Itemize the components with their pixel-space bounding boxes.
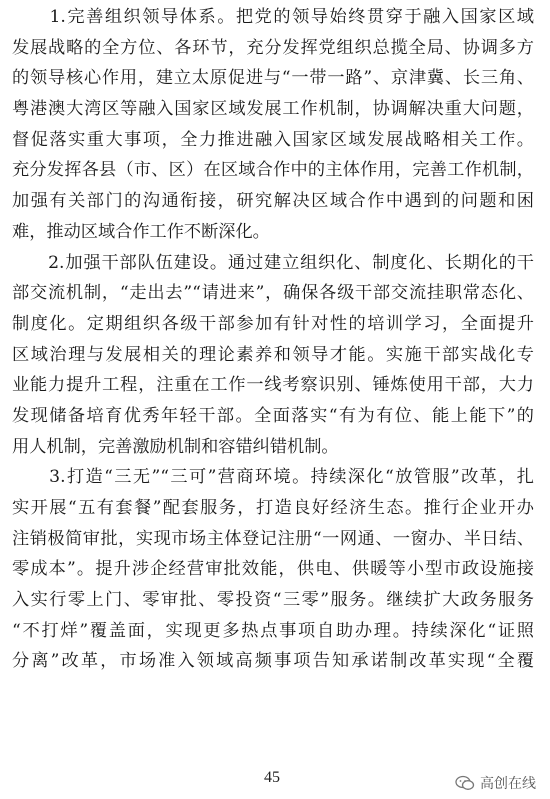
text-line: 1.完善组织领导体系。把党的领导始终贯穿于融入国家区域 — [12, 7, 534, 27]
text-line: 业能力提升工程，注重在工作一线考察识别、锤炼使用干部，大力 — [12, 375, 534, 396]
text-line: 入实行零上门、零审批、零投资“三零”服务。继续扩大政务服务 — [12, 590, 534, 611]
text-line: 制度化。定期组织各级干部参加有针对性的培训学习，全面提升 — [12, 313, 534, 334]
text-line: 部交流机制，“走出去”“请进来”，确保各级干部交流挂职常态化、 — [12, 283, 534, 304]
watermark-text: 高创在线 — [480, 776, 536, 792]
text-line: 充分发挥各县（市、区）在区域合作中的主体作用，完善工作机制， — [12, 160, 534, 181]
text-line: 3.打造“三无”“三可”营商环境。持续深化“放管服”改革，扎 — [12, 467, 534, 488]
text-line: 难，推动区域合作工作不断深化。 — [12, 221, 270, 242]
text-line: 区域治理与发展相关的理论素养和领导才能。实施干部实战化专 — [12, 344, 534, 365]
text-line: 加强有关部门的沟通衔接，研究解决区域合作中遇到的问题和困 — [12, 191, 534, 212]
text-line: 的领导核心作用，建立太原促进与“一带一路”、京津冀、长三角、 — [12, 68, 534, 89]
text-line: 2.加强干部队伍建设。通过建立组织化、制度化、长期化的干 — [12, 252, 534, 273]
text-line: 督促落实重大事项，全力推进融入国家区域发展战略相关工作。 — [12, 129, 534, 150]
text-line: 发现储备培育优秀年轻干部。全面落实“有为有位、能上能下”的 — [12, 405, 534, 426]
page-number: 45 — [264, 769, 280, 786]
text-line: 注销极简审批，实现市场主体登记注册“一网通、一窗办、半日结、 — [12, 528, 534, 549]
text-line: 粤港澳大湾区等融入国家区域发展工作机制，协调解决重大问题， — [12, 99, 534, 120]
text-line: 实开展“五有套餐”配套服务，打造良好经济生态。推行企业开办 — [12, 498, 534, 518]
watermark — [455, 773, 536, 793]
text-line: 零成本”。提升涉企经营审批效能，供电、供暖等小型市政设施接 — [12, 559, 534, 580]
text-line: 分离”改革，市场准入领域高频事项告知承诺制改革实现“全覆 — [12, 651, 534, 672]
text-line: 用人机制，完善激励机制和容错纠错机制。 — [12, 436, 339, 457]
text-line: 发展战略的全方位、各环节，充分发挥党组织总揽全局、协调多方 — [12, 37, 534, 58]
document-page — [12, 2, 534, 677]
text-line: “不打烊”覆盖面，实现更多热点事项自助办理。持续深化“证照 — [12, 620, 534, 641]
wechat-icon — [455, 775, 475, 791]
